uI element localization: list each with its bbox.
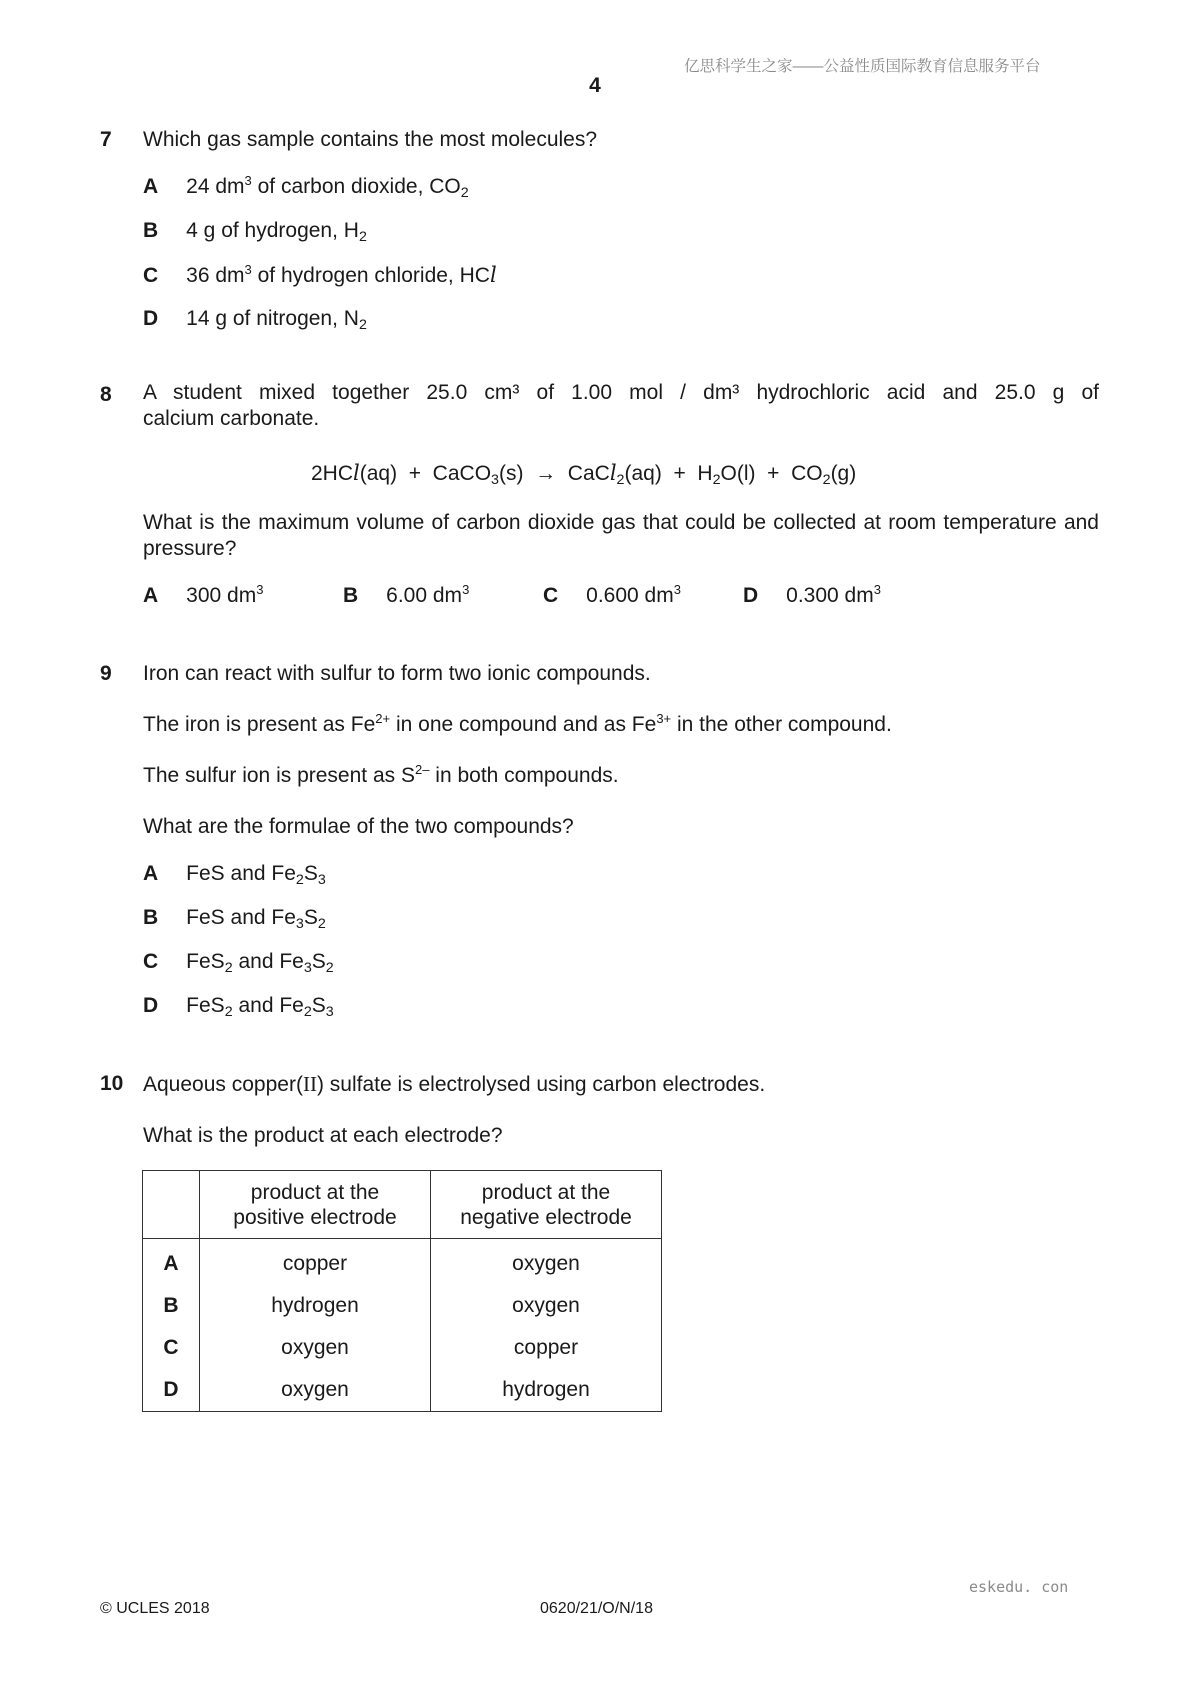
q9-option-d: D FeS$_2$ and $Fe_2S_3$	[143, 994, 334, 1020]
table-row: D oxygen hydrogen	[143, 1369, 662, 1412]
q8-option-d: D 0.300 $dm^3$	[743, 581, 881, 607]
q9-line4: What are the formulae of the two compounds?	[143, 815, 574, 838]
q7-option-a: A 24 $dm^3$ of carbon dioxide, $CO_2$	[143, 172, 469, 201]
electrode-products-table	[142, 1170, 662, 1412]
q9-line3: The sulfur ion is present as $S^{2-}$ in both compounds.	[143, 761, 619, 787]
q8-stem-line2: calcium carbonate.	[143, 407, 320, 430]
q9-option-b: B FeS and $Fe_3S_2$	[143, 906, 326, 932]
q9-option-c: C FeS$_2$ and $Fe_3S_2$	[143, 950, 334, 976]
table-header-negative: product at the negative electrode	[431, 1171, 662, 1239]
table-header-empty	[143, 1171, 200, 1239]
footer-site-watermark: eskedu. con	[969, 1578, 1069, 1596]
table-header-row	[143, 1171, 662, 1239]
q7-option-c: C 36 $dm^3$ of hydrogen chloride, HCl	[143, 261, 497, 287]
table-header-positive: product at the positive electrode	[200, 1171, 431, 1239]
q9-line2: The iron is present as $Fe^{2+}$ in one compound and as $Fe^{3+}$ in the other compound.	[143, 710, 892, 736]
q10-line2: What is the product at each electrode?	[143, 1124, 503, 1147]
q7-number: 7	[100, 128, 112, 151]
q7-option-b: B 4 g of hydrogen, $H_2$	[143, 219, 367, 245]
table-row: C oxygen copper	[143, 1327, 662, 1369]
q8-option-b: B 6.00 $dm^3$	[343, 581, 470, 607]
q8-equation: 2HCl(aq) + CaCO$_3$(s) → CaCl$_2$(aq) + $H_2O(l) + CO_2(g)$	[311, 461, 857, 488]
watermark-text: 亿思科学生之家——公益性质国际教育信息服务平台	[684, 58, 1041, 75]
option-letter: D	[143, 307, 159, 330]
table-row: B hydrogen oxygen	[143, 1285, 662, 1327]
footer-paper-code: 0620/21/O/N/18	[540, 1600, 653, 1617]
option-letter: C	[143, 264, 159, 287]
q10-number: 10	[100, 1072, 124, 1095]
q8-stem-line1: A student mixed together 25.0 cm³ of 1.00 mol / dm³ hydrochloric acid and 25.0 g of	[143, 381, 1099, 404]
table-row: A copper oxygen	[143, 1239, 662, 1286]
q7-stem: Which gas sample contains the most molecules?	[143, 128, 598, 151]
q7-option-d: D 14 g of nitrogen, $N_2$	[143, 307, 367, 333]
footer-copyright: © UCLES 2018	[100, 1600, 210, 1617]
page-number: 4	[589, 74, 601, 97]
option-letter: A	[143, 175, 159, 198]
q8-option-a: A 300 $dm^3$	[143, 581, 264, 607]
q9-line1: Iron can react with sulfur to form two ionic compounds.	[143, 662, 651, 685]
q8-question: What is the maximum volume of carbon dioxide gas that could be collected at room temperature and pressure?	[143, 511, 1099, 560]
option-letter: B	[143, 219, 159, 242]
q8-option-c: C 0.600 $dm^3$	[543, 581, 681, 607]
q9-option-a: A FeS and $Fe_2S_3$	[143, 862, 326, 888]
q9-number: 9	[100, 662, 112, 685]
q10-line1: Aqueous copper(II) sulfate is electrolysed using carbon electrodes.	[143, 1072, 766, 1096]
q8-number: 8	[100, 383, 112, 406]
